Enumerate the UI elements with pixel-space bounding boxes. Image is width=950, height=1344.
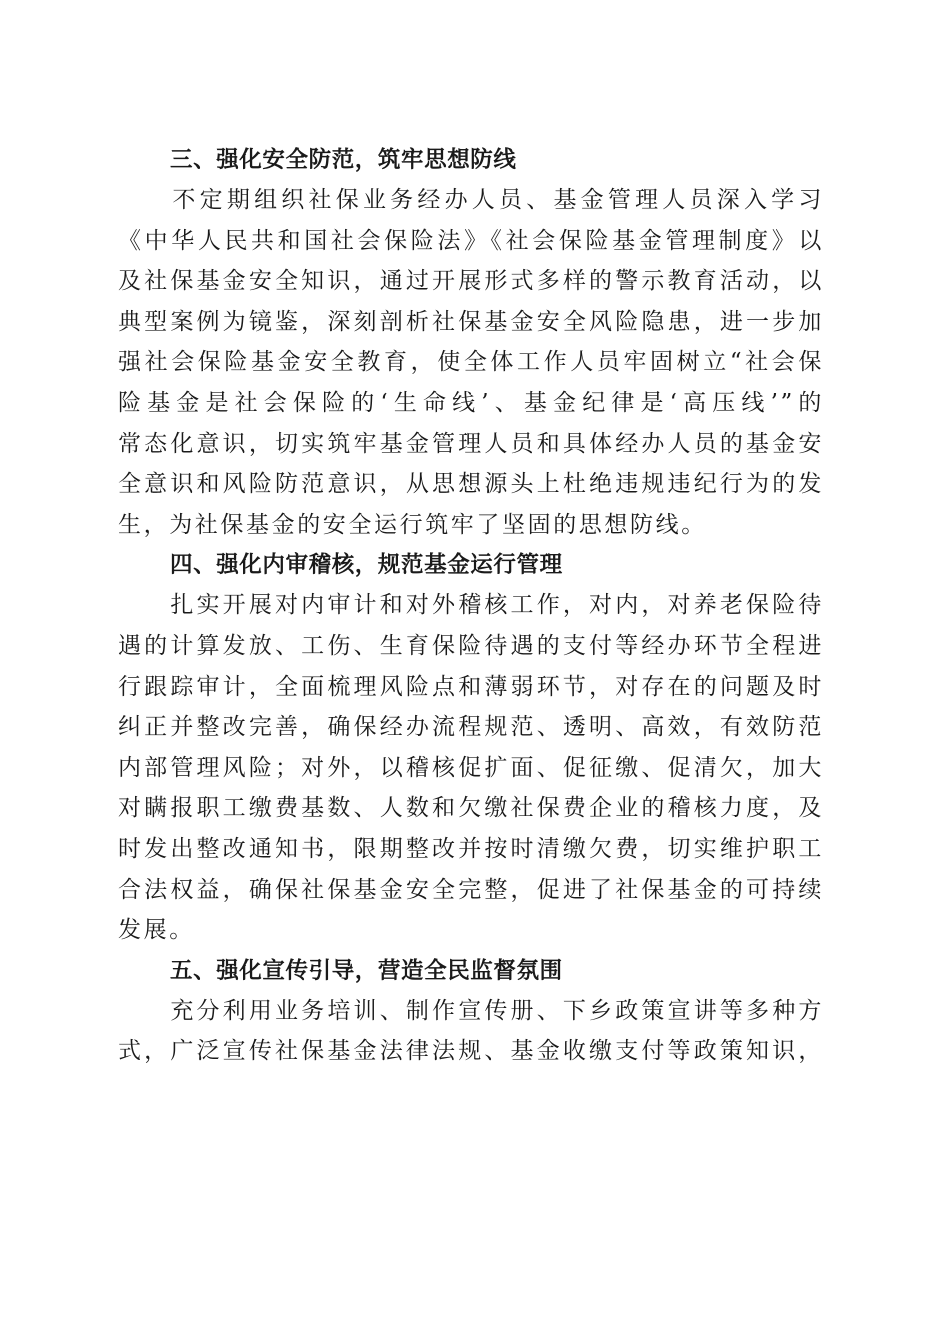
paragraph-line: 式，广泛宣传社保基金法律法规、基金收缴支付等政策知识， [118,1038,824,1065]
document-body [118,140,824,1072]
paragraph-line: 生，为社保基金的安全运行筑牢了坚固的思想防线。 [118,511,707,538]
section-heading-3: 三、强化安全防范，筑牢思想防线 [170,147,517,173]
section-heading-4: 四、强化内审稽核，规范基金运行管理 [170,552,563,579]
paragraph-line: 扎实开展对内审计和对外稽核工作，对内，对养老保险待 [118,592,824,619]
paragraph-line: 常态化意识，切实筑牢基金管理人员和具体经办人员的基金安 [118,430,824,457]
paragraph-line: 充分利用业务培训、制作宣传册、下乡政策宣讲等多种方 [118,997,824,1024]
paragraph-line: 遇的计算发放、工伤、生育保险待遇的支付等经办环节全程进 [118,632,824,659]
paragraph-line: 全意识和风险防范意识，从思想源头上杜绝违规违纪行为的发 [118,471,824,498]
paragraph-line: 强社会保险基金安全教育，使全体工作人员牢固树立“社会保 [118,349,824,376]
paragraph-line: 险基金是社会保险的‘生命线’、基金纪律是‘高压线’”的 [118,389,824,416]
paragraph-line: 行跟踪审计，全面梳理风险点和薄弱环节，对存在的问题及时 [118,673,824,700]
paragraph-line: 《中华人民共和国社会保险法》《社会保险基金管理制度》以 [118,227,824,254]
paragraph-line: 纠正并整改完善，确保经办流程规范、透明、高效，有效防范 [118,714,824,741]
section-paragraph-4 [118,585,824,950]
paragraph-line: 典型案例为镜鉴，深刻剖析社保基金安全风险隐患，进一步加 [118,308,824,335]
paragraph-line: 及社保基金安全知识，通过开展形式多样的警示教育活动，以 [118,268,824,295]
paragraph-line: 不定期组织社保业务经办人员、基金管理人员深入学习 [118,187,824,213]
paragraph-line: 合法权益，确保社保基金安全完整，促进了社保基金的可持续 [118,876,824,903]
paragraph-line: 内部管理风险；对外，以稽核促扩面、促征缴、促清欠，加大 [118,754,824,781]
section-paragraph-3 [118,180,824,545]
section-paragraph-5 [118,991,824,1072]
paragraph-line: 时发出整改通知书，限期整改并按时清缴欠费，切实维护职工 [118,835,824,862]
paragraph-line: 发展。 [118,917,195,944]
paragraph-line: 对瞒报职工缴费基数、人数和欠缴社保费企业的稽核力度，及 [118,795,824,822]
section-heading-5: 五、强化宣传引导，营造全民监督氛围 [170,957,563,984]
